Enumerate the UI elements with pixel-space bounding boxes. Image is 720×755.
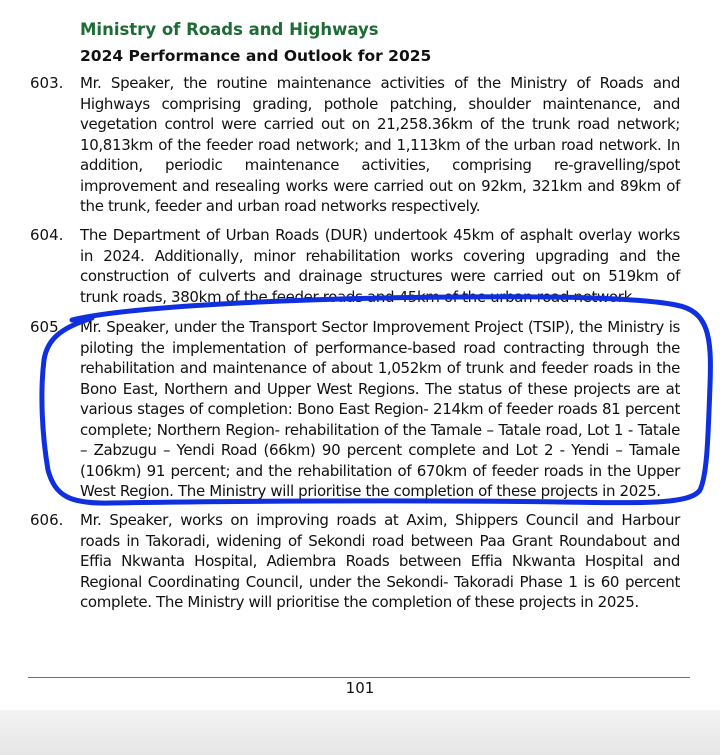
paragraph-text: Mr. Speaker, the routine maintenance activities of the Ministry of Roads and Highways comprising grading, pothole patching, shoulder maintenance, and vegetation control were carried out on 21,258.36km of the trunk road network; 10,813km of the feeder road network; and 1,113km of the urban road network. In addition, periodic maintenance activities, comprising re-gravelling/spot improvement and resealing works were carried out on 92km, 321km and 89km of the trunk, feeder and urban road networks respectively. xyxy=(80,74,680,215)
paragraph-text: Mr. Speaker, works on improving roads at Axim, Shippers Council and Harbour roads in Takoradi, widening of Sekondi road between Paa Grant Roundabout and Effia Nkwanta Hospital, Adiembra Roads between Effia Nkwanta Hospital and Regional Coordinating Council, under the Sekondi- Takoradi Phase 1 is 60 percent complete. The Ministry will prioritise the completion of these projects in 2025. xyxy=(80,511,680,611)
paragraph-603 xyxy=(30,73,680,217)
paragraph-number: 605. xyxy=(30,318,64,336)
paragraph-number: 603. xyxy=(30,74,64,92)
paragraph-text: The Department of Urban Roads (DUR) undertook 45km of asphalt overlay works in 2024. Additionally, minor rehabilitation works covering upgrading and the construction of culverts and drainage structures were carried out on 519km of trunk roads, 380km of the feeder roads and 45km of the urban road network. xyxy=(80,226,680,306)
paragraph-number: 604. xyxy=(30,226,64,244)
paragraph-text: Mr. Speaker, under the Transport Sector Improvement Project (TSIP), the Ministry is piloting the implementation of performance-based road contracting through the rehabilitation and maintenance of about 1,052km of trunk and feeder roads in the Bono East, Northern and Upper West Regions. The status of these projects are at various stages of completion: Bono East Region- 214km of feeder roads 81 percent complete; Northern Region- rehabilitation of the Tamale – Tatale road, Lot 1 - Tatale – Zabzugu – Yendi Road (66km) 90 percent complete and Lot 2 - Yendi – Tamale (106km) 91 percent; and the rehabilitation of 670km of feeder roads in the Upper West Region. The Ministry will prioritise the completion of these projects in 2025. xyxy=(80,318,680,500)
paragraph-604 xyxy=(30,225,680,307)
page-number: 101 xyxy=(345,679,375,697)
paragraph-606 xyxy=(30,510,680,613)
sub-title: 2024 Performance and Outlook for 2025 xyxy=(80,47,432,65)
paragraph-number: 606. xyxy=(30,511,64,529)
page-bottom-edge xyxy=(0,710,720,755)
section-title: Ministry of Roads and Highways xyxy=(80,20,379,39)
paragraph-605 xyxy=(30,317,680,502)
